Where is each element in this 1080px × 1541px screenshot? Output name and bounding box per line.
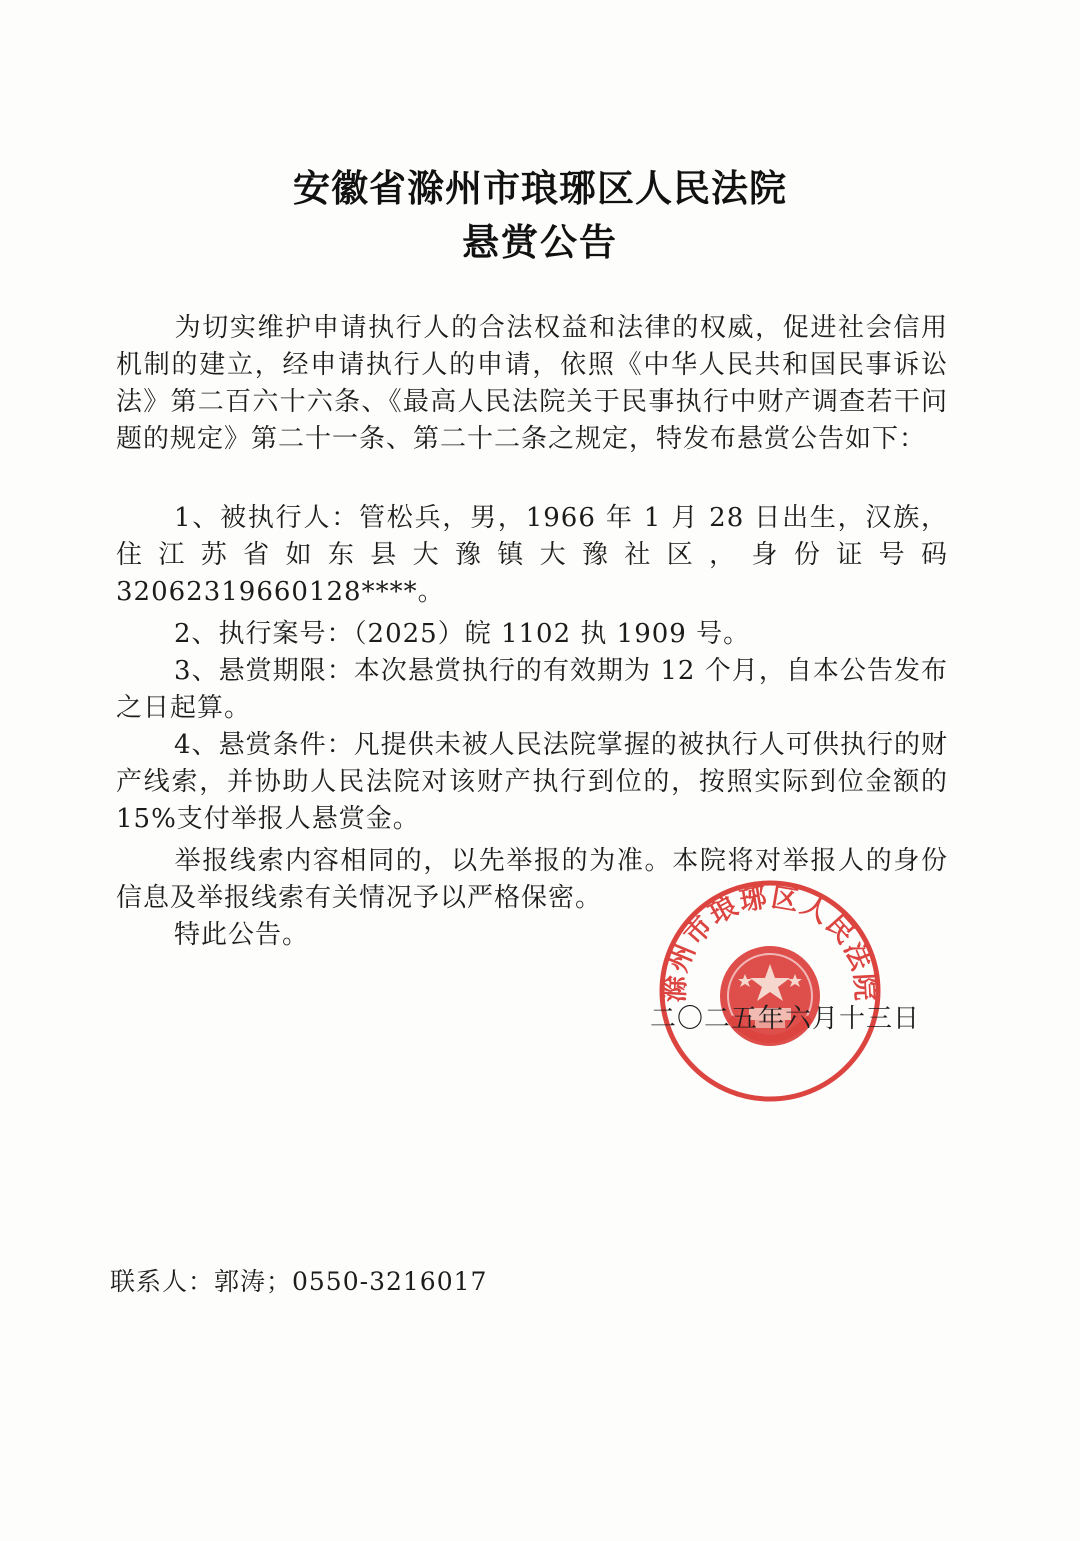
seal-text: 滁州市琅琊区人民法院 (659, 882, 881, 1004)
item-4-text: 4、悬赏条件：凡提供未被人民法院掌握的被执行人可供执行的财产线索，并协助人民法院对该财产执行到位的，按照实际到位金额的 15%支付举报人悬赏金。 (116, 730, 948, 834)
item-2-paragraph (116, 616, 948, 653)
intro-text: 为切实维护申请执行人的合法权益和法律的权威，促进社会信用机制的建立，经申请执行人的申请，依照《中华人民共和国民事诉讼法》第二百六十六条、《最高人民法院关于民事执行中财产调查若干问题的规定》第二十一条、第二十二条之规定，特发布悬赏公告如下： (116, 313, 948, 454)
issue-date: 二〇二五年六月十三日 (650, 1004, 921, 1034)
item-2-text: 2、执行案号：（2025）皖 1102 执 1909 号。 (174, 619, 751, 649)
intro-paragraph (116, 310, 948, 458)
item-3-text: 3、悬赏期限：本次悬赏执行的有效期为 12 个月，自本公告发布之日起算。 (116, 656, 948, 723)
court-title: 安徽省滁州市琅琊区人民法院 (293, 167, 787, 210)
confidentiality-text: 举报线索内容相同的，以先举报的为准。本院将对举报人的身份信息及举报线索有关情况予以严格保密。 (116, 846, 948, 913)
contact-info: 联系人：郭涛；0550-3216017 (110, 1267, 488, 1296)
item-3-paragraph (116, 653, 948, 727)
notice-title: 悬赏公告 (462, 221, 618, 264)
item-1-paragraph (116, 500, 948, 611)
closing-text: 特此公告。 (174, 920, 310, 950)
item-1-text: 1、被执行人：管松兵，男，1966 年 1 月 28 日出生，汉族，住江苏省如东县大豫镇大豫社区，身份证号码 32062319660128****。 (116, 503, 948, 607)
item-4-paragraph (116, 727, 948, 838)
court-seal-icon (657, 878, 883, 1104)
